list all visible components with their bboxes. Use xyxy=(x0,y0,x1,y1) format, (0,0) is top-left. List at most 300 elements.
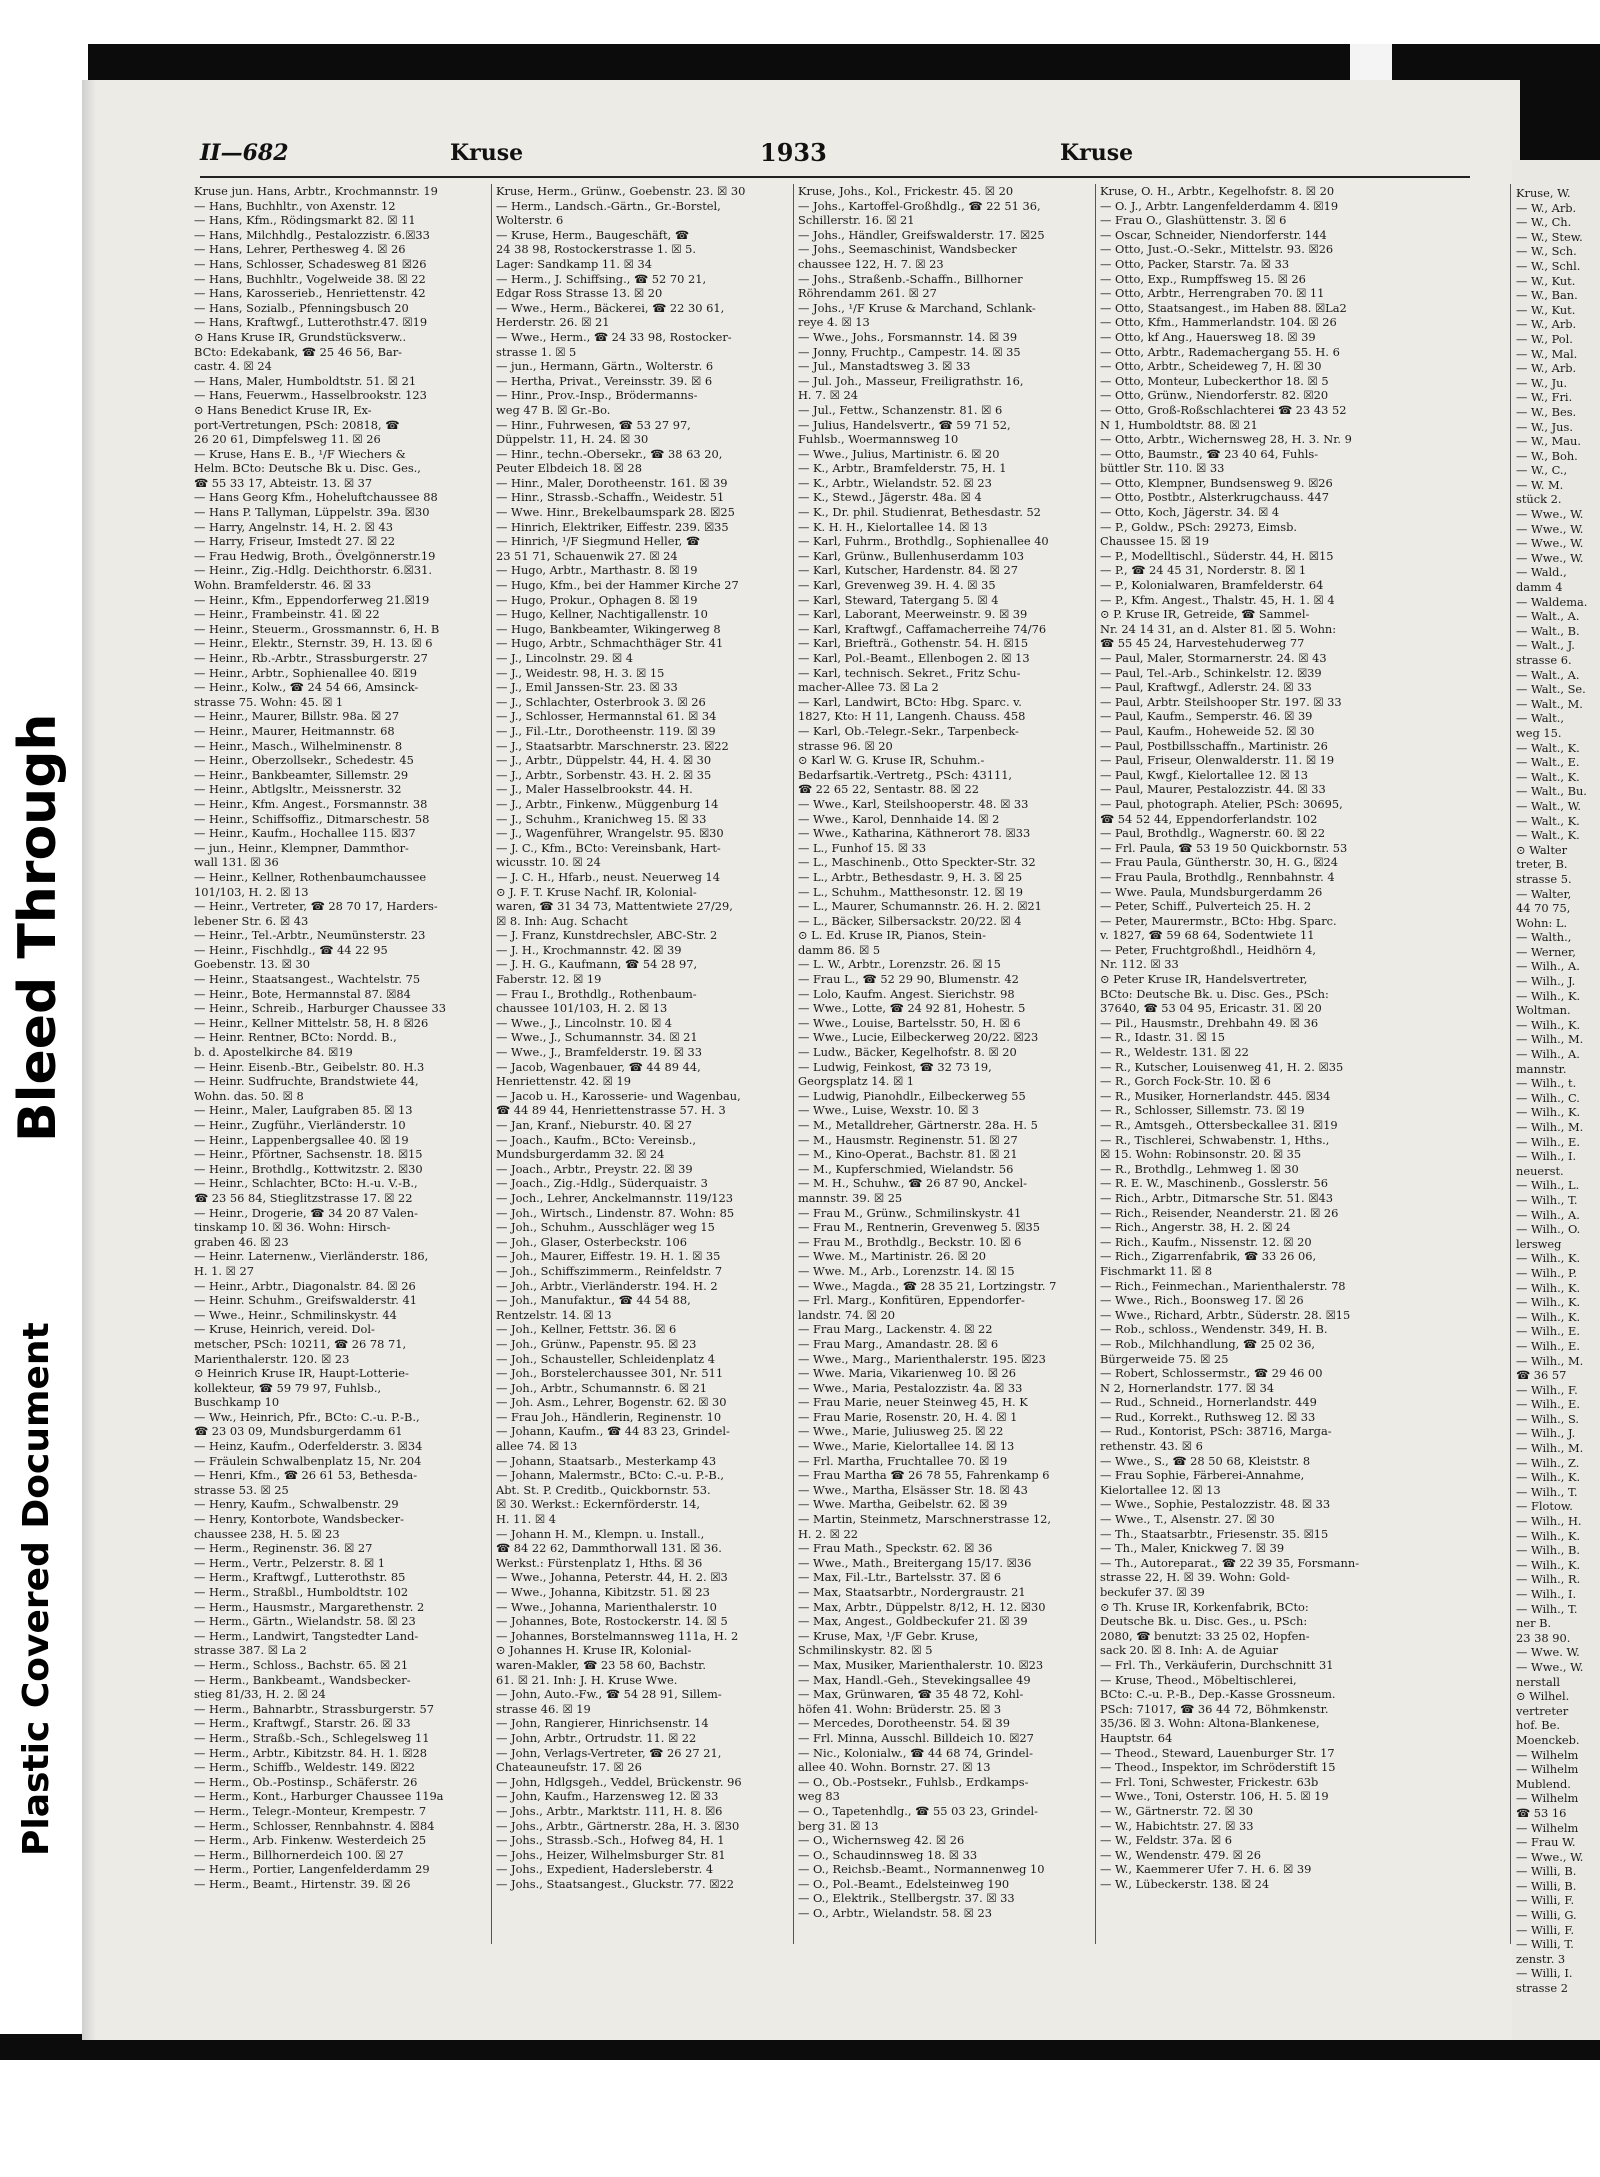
directory-entry: — Karl, Grünw., Bullenhuserdamm 103 xyxy=(798,548,1024,563)
directory-entry: — R., Schlosser, Sillemstr. 73. ☒ 19 xyxy=(1100,1103,1305,1118)
directory-entry: — Max, Grünwaren, ☎ 35 48 72, Kohl- xyxy=(798,1687,1024,1702)
directory-entry: — Joh., Schausteller, Schleidenplatz 4 xyxy=(496,1351,715,1366)
directory-entry: Fuhlsb., Woermannsweg 10 xyxy=(798,432,959,447)
directory-entry: — Wwe., Katharina, Käthnerort 78. ☒33 xyxy=(798,826,1031,841)
directory-entry: Marienthalerstr. 120. ☒ 23 xyxy=(194,1351,350,1366)
directory-entry: — K., Arbtr., Wielandstr. 52. ☒ 23 xyxy=(798,475,992,490)
directory-entry: — Johann, Staatsarb., Mesterkamp 43 xyxy=(496,1453,717,1468)
directory-entry: ⊙ Hans Kruse IR, Grundstücksverw.. xyxy=(194,329,407,344)
directory-entry: — Heinr., Staatsangest., Wachtelstr. 75 xyxy=(194,972,421,987)
directory-entry: — Joh., Kellner, Fettstr. 36. ☒ 6 xyxy=(496,1322,677,1337)
directory-entry: b. d. Apostelkirche 84. ☒19 xyxy=(194,1045,353,1060)
directory-entry: — Paul, Tel.-Arb., Schinkelstr. 12. ☒39 xyxy=(1100,665,1322,680)
directory-entry: — Karl, Ob.-Telegr.-Sekr., Tarpenbeck- xyxy=(798,723,1019,738)
directory-entry: — Karl, Steward, Tatergang 5. ☒ 4 xyxy=(798,592,999,607)
directory-entry: — Jul., Fettw., Schanzenstr. 81. ☒ 6 xyxy=(798,402,1003,417)
directory-entry: — L., Maurer, Schumannstr. 26. H. 2. ☒21 xyxy=(798,899,1042,914)
directory-entry: — Hinr., Prov.-Insp., Brödermanns- xyxy=(496,388,698,403)
directory-entry: Mundsburgerdamm 32. ☒ 24 xyxy=(496,1147,665,1162)
directory-entry: — Wilh., M. xyxy=(1516,1120,1584,1134)
directory-entry: Georgsplatz 14. ☒ 1 xyxy=(798,1074,915,1089)
directory-entry: — P., Goldw., PSch: 29273, Eimsb. xyxy=(1100,519,1298,534)
directory-entry: Mublend. xyxy=(1516,1776,1571,1791)
directory-entry: — Rob., Milchhandlung, ☎ 25 02 36, xyxy=(1100,1336,1316,1351)
directory-entry: — Wilh., I. xyxy=(1516,1149,1577,1164)
directory-entry: — Wwe., Toni, Osterstr. 106, H. 5. ☒ 19 xyxy=(1100,1789,1329,1804)
directory-entry: — Th., Staatsarbtr., Friesenstr. 35. ☒15 xyxy=(1100,1526,1329,1541)
directory-entry: — Otto, Arbtr., Scheideweg 7, H. ☒ 30 xyxy=(1100,359,1322,374)
directory-entry: 37640, ☎ 53 04 95, Ericastr. 31. ☒ 20 xyxy=(1100,1001,1322,1016)
directory-entry: — Otto, Arbtr., Herrengraben 70. ☒ 11 xyxy=(1100,286,1325,301)
directory-entry: — Otto, Baumstr., ☎ 23 40 64, Fuhls- xyxy=(1100,446,1319,461)
directory-entry: — Max, Handl.-Geh., Stevekingsallee 49 xyxy=(798,1672,1031,1687)
directory-entry: Kruse, Herm., Grünw., Goebenstr. 23. ☒ 30 xyxy=(496,184,746,198)
directory-entry: — Wilh., T. xyxy=(1516,1484,1578,1499)
directory-entry: — Wilh., M. xyxy=(1516,1441,1584,1456)
directory-entry: Edgar Ross Strasse 13. ☒ 20 xyxy=(496,286,663,301)
directory-entry: strasse 96. ☒ 20 xyxy=(798,738,893,753)
directory-entry: — Walt., J. xyxy=(1516,638,1575,653)
directory-entry: — J., Weidestr. 98, H. 3. ☒ 15 xyxy=(496,665,665,680)
directory-entry: — Max, Fil.-Ltr., Bartelsstr. 37. ☒ 6 xyxy=(798,1570,1002,1585)
directory-entry: H. 11. ☒ 4 xyxy=(496,1512,556,1527)
directory-entry: — Henry, Kontorbote, Wandsbecker- xyxy=(194,1512,404,1527)
directory-entry: — W., Pol. xyxy=(1516,331,1573,346)
directory-entry: — P., ☎ 24 45 31, Norderstr. 8. ☒ 1 xyxy=(1100,563,1307,578)
directory-entry: — Wwe., Richard, Arbtr., Süderstr. 28. ☒15 xyxy=(1100,1307,1351,1322)
directory-entry: — John, Kaufm., Harzensweg 12. ☒ 33 xyxy=(496,1789,719,1804)
directory-entry: — J., Schlosser, Hermannstal 61. ☒ 34 xyxy=(496,709,717,724)
directory-entry: — Frau Math., Speckstr. 62. ☒ 36 xyxy=(798,1541,993,1556)
directory-entry: — Martin, Steinmetz, Marschnerstrasse 12, xyxy=(798,1512,1051,1527)
directory-entry: — Hans, Schlosser, Schadesweg 81 ☒26 xyxy=(194,256,427,271)
directory-entry: — J., Schlachter, Osterbrook 3. ☒ 26 xyxy=(496,694,706,709)
directory-entry: — Wwe., W. xyxy=(1516,521,1584,536)
directory-entry: — Frl. Martha, Fruchtallee 70. ☒ 19 xyxy=(798,1453,1008,1468)
directory-entry: — Peter, Schiff., Pulverteich 25. H. 2 xyxy=(1100,899,1312,914)
directory-entry: — Willi, F. xyxy=(1516,1893,1575,1908)
directory-entry: weg 15. xyxy=(1516,725,1562,740)
directory-entry: — L. W., Arbtr., Lorenzstr. 26. ☒ 15 xyxy=(798,957,1001,972)
directory-entry: — Walt., Se. xyxy=(1516,682,1586,697)
directory-entry: — R., Brothdlg., Lehmweg 1. ☒ 30 xyxy=(1100,1161,1299,1176)
directory-entry: — Johann, Kaufm., ☎ 44 83 23, Grindel- xyxy=(496,1424,730,1439)
directory-entry: ☎ 53 16 xyxy=(1516,1805,1567,1820)
directory-entry: ☎ 23 03 09, Mundsburgerdamm 61 xyxy=(194,1424,403,1439)
directory-entry: — John, Verlags-Vertreter, ☎ 26 27 21, xyxy=(496,1745,722,1760)
directory-entry: — Heinr., Masch., Wilhelminenstr. 8 xyxy=(194,738,403,753)
directory-entry: ☎ 55 45 24, Harvestehuderweg 77 xyxy=(1100,636,1305,651)
directory-entry: — Jacob u. H., Karosserie- und Wagenbau, xyxy=(496,1088,741,1103)
directory-entry: — Hans Georg Kfm., Hoheluftchaussee 88 xyxy=(194,490,438,505)
directory-entry: — Wilh., Z. xyxy=(1516,1455,1580,1470)
directory-entry: — Joh. Asm., Lehrer, Bogenstr. 62. ☒ 30 xyxy=(496,1395,727,1410)
directory-entry: — Rich., Feinmechan., Marienthalerstr. 78 xyxy=(1100,1278,1346,1293)
directory-entry: — Rich., Arbtr., Ditmarsche Str. 51. ☒43 xyxy=(1100,1190,1333,1205)
directory-entry: — Joach., Zig.-Hdlg., Süderquaistr. 3 xyxy=(496,1176,708,1191)
directory-entry: — Karl, Kutscher, Hardenstr. 84. ☒ 27 xyxy=(798,563,1019,578)
directory-entry: — Wwe., Johs., Forsmannstr. 14. ☒ 39 xyxy=(798,329,1018,344)
directory-entry: H. 2. ☒ 22 xyxy=(798,1526,858,1541)
directory-entry: — Ludwig, Pianohdlr., Eilbeckerweg 55 xyxy=(798,1088,1026,1103)
directory-entry: — Walt., W. xyxy=(1516,798,1581,813)
directory-entry: — Hans P. Tallyman, Lüppelstr. 39a. ☒30 xyxy=(194,505,430,520)
directory-entry: Peuter Elbdeich 18. ☒ 28 xyxy=(496,461,642,476)
directory-entry: macher-Allee 73. ☒ La 2 xyxy=(798,680,939,695)
directory-entry: — Frau Marg., Amandastr. 28. ☒ 6 xyxy=(798,1336,999,1351)
directory-entry: — Hans, Feuerwm., Hasselbrookstr. 123 xyxy=(194,388,427,403)
directory-entry: — O., Elektrik., Stellbergstr. 37. ☒ 33 xyxy=(798,1891,1015,1906)
directory-entry: — Hugo, Arbtr., Schmachthäger Str. 41 xyxy=(496,636,724,651)
directory-entry: — Paul, Kwgf., Kielortallee 12. ☒ 13 xyxy=(1100,767,1309,782)
directory-entry: — Frau Martha ☎ 26 78 55, Fahrenkamp 6 xyxy=(798,1468,1050,1483)
directory-entry: zenstr. 3 xyxy=(1516,1951,1566,1966)
directory-entry: — W., Mau. xyxy=(1516,434,1581,449)
directory-entry: Wohn: L. xyxy=(1516,915,1568,930)
directory-entry: — Herm., Telegr.-Monteur, Krempestr. 7 xyxy=(194,1803,427,1818)
directory-entry: — Heinr., Maler, Laufgraben 85. ☒ 13 xyxy=(194,1103,413,1118)
directory-entry: — W., Boh. xyxy=(1516,448,1578,463)
directory-entry: — Wald., xyxy=(1516,565,1567,580)
column-1 xyxy=(194,184,480,1964)
directory-entry: mannstr. 39. ☒ 25 xyxy=(798,1190,903,1205)
directory-entry: — Wilh., K. xyxy=(1516,1470,1581,1485)
directory-entry: — Walt., A. xyxy=(1516,609,1580,624)
directory-entry: — Karl, Kraftwgf., Caffamacherreihe 74/76 xyxy=(798,621,1047,636)
directory-entry: — W., Feldstr. 37a. ☒ 6 xyxy=(1100,1833,1233,1848)
directory-entry: — Frau M., Rentnerin, Grevenweg 5. ☒35 xyxy=(798,1220,1041,1235)
directory-entry: — Johs., Arbtr., Marktstr. 111, H. 8. ☒6 xyxy=(496,1803,723,1818)
directory-entry: ☎ 55 33 17, Abteistr. 13. ☒ 37 xyxy=(194,475,373,490)
directory-entry: — Kruse, Max, ¹/F Gebr. Kruse, xyxy=(798,1628,979,1643)
directory-entry: — Karl, technisch. Sekret., Fritz Schu- xyxy=(798,665,1021,680)
directory-entry: — Wilh., E. xyxy=(1516,1338,1580,1353)
directory-entry: ☒ 30. Werkst.: Eckernförderstr. 14, xyxy=(496,1497,701,1512)
directory-entry: vertreter xyxy=(1516,1703,1569,1718)
directory-entry: v. 1827, ☎ 59 68 64, Sodentwiete 11 xyxy=(1100,928,1315,943)
directory-entry: — Heinz, Kaufm., Oderfelderstr. 3. ☒34 xyxy=(194,1439,423,1454)
directory-entry: — Robert, Schlossermstr., ☎ 29 46 00 xyxy=(1100,1366,1323,1381)
directory-entry: — Theod., Inspektor, im Schröderstift 15 xyxy=(1100,1760,1336,1775)
directory-entry: — Paul, Maurer, Pestalozzistr. 44. ☒ 33 xyxy=(1100,782,1326,797)
directory-entry: — Frl. Th., Verkäuferin, Durchschnitt 31 xyxy=(1100,1657,1334,1672)
directory-entry: — L., Maschinenb., Otto Speckter-Str. 32 xyxy=(798,855,1036,870)
directory-entry: Moenckeb. xyxy=(1516,1732,1580,1747)
directory-entry: — Joh., Schuhm., Ausschläger weg 15 xyxy=(496,1220,715,1235)
directory-entry: — Joh., Glaser, Osterbeckstr. 106 xyxy=(496,1234,688,1249)
column-divider xyxy=(491,184,492,1944)
directory-entry: — Frl. Marg., Konfitüren, Eppendorfer- xyxy=(798,1293,1025,1308)
directory-entry: hof. Be. xyxy=(1516,1718,1560,1733)
directory-entry: — Wwe., Martha, Elsässer Str. 18. ☒ 43 xyxy=(798,1482,1028,1497)
directory-entry: — Hugo, Prokur., Ophagen 8. ☒ 19 xyxy=(496,592,698,607)
directory-entry: — Frau Paula, Brothdlg., Rennbahnstr. 4 xyxy=(1100,869,1335,884)
directory-entry: — Herm., Schlosser, Rennbahnstr. 4. ☒84 xyxy=(194,1818,435,1833)
directory-entry: Woltman. xyxy=(1516,1003,1571,1018)
directory-entry: — W., Jus. xyxy=(1516,419,1573,434)
directory-entry: — Heinr., Kfm. Angest., Forsmannstr. 38 xyxy=(194,796,428,811)
directory-entry: weg 83 xyxy=(798,1789,840,1804)
directory-entry: — Wilh., B. xyxy=(1516,1543,1580,1558)
directory-entry: graben 46. ☒ 23 xyxy=(194,1234,289,1249)
directory-entry: — Johann, Malermstr., BCto: C.-u. P.-B., xyxy=(496,1468,725,1483)
directory-entry: — John, Hdlgsgeh., Veddel, Brückenstr. 96 xyxy=(496,1774,742,1789)
directory-entry: — O., Wichernsweg 42. ☒ 26 xyxy=(798,1833,965,1848)
directory-entry: sack 20. ☒ 8. Inh: A. de Aguiar xyxy=(1100,1643,1279,1658)
directory-entry: — Harry, Angelnstr. 14, H. 2. ☒ 43 xyxy=(194,519,393,534)
directory-entry: — Wwe., Julius, Martinistr. 6. ☒ 20 xyxy=(798,446,1000,461)
directory-entry: — Otto, Postbtr., Alsterkrugchauss. 447 xyxy=(1100,490,1329,505)
directory-entry: BCto: C.-u. P.-B., Dep.-Kasse Grossneum. xyxy=(1100,1687,1336,1702)
directory-entry: — Jonny, Fruchtp., Campestr. 14. ☒ 35 xyxy=(798,344,1021,359)
directory-entry: strasse 1. ☒ 5 xyxy=(496,344,577,359)
directory-entry: — Herm., Billhornerdeich 100. ☒ 27 xyxy=(194,1847,404,1862)
directory-entry: — R., Gorch Fock-Str. 10. ☒ 6 xyxy=(1100,1074,1271,1089)
directory-entry: — Joh., Arbtr., Vierländerstr. 194. H. 2 xyxy=(496,1278,718,1293)
directory-entry: — W., Fri. xyxy=(1516,390,1573,405)
directory-entry: — Kruse, Herm., Baugeschäft, ☎ xyxy=(496,227,690,242)
directory-entry: — Wwe., Karol, Dennhaide 14. ☒ 2 xyxy=(798,811,1000,826)
directory-entry: — Hinr., Strassb.-Schaffn., Weidestr. 51 xyxy=(496,490,725,505)
directory-entry: damm 4 xyxy=(1516,580,1563,595)
directory-entry: — Wwe., J., Schumannstr. 34. ☒ 21 xyxy=(496,1030,698,1045)
directory-entry: — Wwe., S., ☎ 28 50 68, Kleiststr. 8 xyxy=(1100,1453,1311,1468)
directory-entry: — Frau Paula, Güntherstr. 30, H. G., ☒24 xyxy=(1100,855,1338,870)
header-name-right: Kruse xyxy=(1060,140,1134,166)
directory-entry: — J. C. H., Hfarb., neust. Neuerweg 14 xyxy=(496,869,721,884)
directory-entry: — Hans, Kfm., Rödingsmarkt 82. ☒ 11 xyxy=(194,213,416,228)
directory-entry: ⊙ Heinrich Kruse IR, Haupt-Lotterie- xyxy=(194,1366,409,1381)
directory-entry: — Wwe., Herm., Bäckerei, ☎ 22 30 61, xyxy=(496,300,725,315)
directory-entry: — Wilh., K. xyxy=(1516,1557,1581,1572)
directory-entry: — Wwe., Luise, Wexstr. 10. ☒ 3 xyxy=(798,1103,980,1118)
directory-entry: — Heinr., Tel.-Arbtr., Neumünsterstr. 23 xyxy=(194,928,426,943)
directory-entry: — Wwe., W. xyxy=(1516,550,1584,565)
directory-entry: — Lolo, Kaufm. Angest. Sierichstr. 98 xyxy=(798,986,1015,1001)
directory-entry: — Wilh., A. xyxy=(1516,1047,1580,1062)
directory-entry: — P., Kolonialwaren, Bramfelderstr. 64 xyxy=(1100,578,1324,593)
directory-entry: strasse 6. xyxy=(1516,653,1572,667)
directory-entry: — Waldema. xyxy=(1516,594,1588,609)
directory-entry: — M., Metalldreher, Gärtnerstr. 28a. H. 5 xyxy=(798,1118,1038,1132)
directory-entry: Schmilinskystr. 82. ☒ 5 xyxy=(798,1643,933,1658)
page-header xyxy=(200,136,1470,170)
directory-entry: — Wwe., Johanna, Marienthalerstr. 10 xyxy=(496,1599,717,1614)
directory-entry: — Walt., E. xyxy=(1516,755,1580,770)
directory-entry: — Wilh., O. xyxy=(1516,1222,1581,1237)
directory-entry: — Wilh., K. xyxy=(1516,1251,1581,1266)
directory-entry: — R. E. W., Maschinenb., Gosslerstr. 56 xyxy=(1100,1176,1329,1191)
directory-entry: — Karl, Landwirt, BCto: Hbg. Sparc. v. xyxy=(798,694,1022,709)
directory-entry: — Karl, Pol.-Beamt., Ellenbogen 2. ☒ 13 xyxy=(798,651,1030,665)
directory-entry: landstr. 74. ☒ 20 xyxy=(798,1307,895,1322)
directory-entry: — Walt., K. xyxy=(1516,813,1580,828)
directory-entry: — Wilh., S. xyxy=(1516,1411,1580,1426)
directory-entry: — Otto, Groß-Roßschlachterei ☎ 23 43 52 xyxy=(1100,402,1347,417)
directory-entry: — Wilh., E. xyxy=(1516,1134,1580,1149)
directory-entry: — Jul., Manstadtsweg 3. ☒ 33 xyxy=(798,359,971,374)
directory-entry: 1827, Kto: H 11, Langenh. Chauss. 458 xyxy=(798,709,1026,724)
directory-entry: — Wilh., M. xyxy=(1516,1353,1584,1368)
directory-entry: — Wilh., E. xyxy=(1516,1324,1580,1339)
directory-entry: — Joh., Schiffszimmerm., Reinfeldstr. 7 xyxy=(496,1263,723,1278)
directory-entry: — Herm., Schiffb., Weldestr. 149. ☒22 xyxy=(194,1760,415,1775)
directory-entry: — Wwe., Marg., Marienthalerstr. 195. ☒23 xyxy=(798,1351,1046,1366)
directory-entry: — Heinr., Vertreter, ☎ 28 70 17, Harders- xyxy=(194,899,438,914)
directory-entry: — Walt., A. xyxy=(1516,667,1580,682)
directory-entry: — Hugo, Kfm., bei der Hammer Kirche 27 xyxy=(496,578,739,593)
directory-entry: waren, ☎ 31 34 73, Mattentwiete 27/29, xyxy=(496,899,733,914)
directory-entry: — Paul, Arbtr. Steilshooper Str. 197. ☒ 33 xyxy=(1100,694,1342,709)
directory-entry: — Heinr., Maurer, Heitmannstr. 68 xyxy=(194,723,395,738)
directory-entry: ⊙ Wilhel. xyxy=(1516,1689,1570,1704)
directory-entry: Goebenstr. 13. ☒ 30 xyxy=(194,957,310,972)
directory-entry: — W., Wendenstr. 479. ☒ 26 xyxy=(1100,1847,1261,1862)
directory-entry: — Herm., Straßbl., Humboldtstr. 102 xyxy=(194,1585,409,1599)
directory-entry: — Herm., Bahnarbtr., Strassburgerstr. 57 xyxy=(194,1701,434,1716)
directory-entry: — Heinr., Steuerm., Grossmannstr. 6, H. B xyxy=(194,621,440,636)
directory-entry: — Heinr., Kfm., Eppendorferweg 21.☒19 xyxy=(194,592,430,607)
directory-entry: — Wwe., Louise, Bartelsstr. 50, H. ☒ 6 xyxy=(798,1015,1021,1030)
directory-entry: — Willi, B. xyxy=(1516,1864,1577,1879)
directory-entry: — Johs., Arbtr., Gärtnerstr. 28a, H. 3. ☒30 xyxy=(496,1818,740,1833)
directory-entry: Faberstr. 12. ☒ 19 xyxy=(496,972,602,987)
column-2 xyxy=(496,184,782,1964)
directory-entry: — Heinr., Bankbeamter, Sillemstr. 29 xyxy=(194,767,409,782)
directory-entry: — Joh., Wirtsch., Lindenstr. 87. Wohn: 85 xyxy=(496,1205,735,1220)
directory-entry: nerstall xyxy=(1516,1674,1561,1689)
directory-entry: Chaussee 15. ☒ 19 xyxy=(1100,534,1210,549)
directory-entry: Kruse, O. H., Arbtr., Kegelhofstr. 8. ☒ 20 xyxy=(1100,184,1335,198)
directory-entry: mannstr. xyxy=(1516,1061,1567,1076)
directory-entry: — Rud., Korrekt., Ruthsweg 12. ☒ 33 xyxy=(1100,1409,1316,1424)
directory-entry: — Fräulein Schwalbenplatz 15, Nr. 204 xyxy=(194,1453,422,1468)
directory-entry: ⊙ Hans Benedict Kruse IR, Ex- xyxy=(194,402,372,417)
directory-entry: — Wwe. M., Martinistr. 26. ☒ 20 xyxy=(798,1249,986,1264)
directory-columns xyxy=(194,184,1384,1964)
directory-entry: ner B. xyxy=(1516,1616,1552,1631)
directory-entry: — J., Staatsarbtr. Marschnerstr. 23. ☒22 xyxy=(496,738,729,753)
directory-entry: — Heinr., Lappenbergsallee 40. ☒ 19 xyxy=(194,1132,409,1147)
directory-entry: — K., Arbtr., Bramfelderstr. 75, H. 1 xyxy=(798,461,1007,476)
directory-entry: — Peter, Maurermstr., BCto: Hbg. Sparc. xyxy=(1100,913,1337,928)
directory-entry: — Joach., Kaufm., BCto: Vereinsb., xyxy=(496,1132,696,1147)
column-5-partial xyxy=(1516,186,1600,1996)
directory-entry: lebener Str. 6. ☒ 43 xyxy=(194,913,309,928)
directory-entry: — O. J., Arbtr. Langenfelderdamm 4. ☒19 xyxy=(1100,198,1339,213)
directory-entry: ☎ 54 52 44, Eppendorferlandstr. 102 xyxy=(1100,811,1318,826)
directory-entry: reye 4. ☒ 13 xyxy=(798,315,870,330)
directory-entry: Werkst.: Fürstenplatz 1, Hths. ☒ 36 xyxy=(496,1555,703,1570)
directory-entry: — Heinr., Maurer, Billstr. 98a. ☒ 27 xyxy=(194,709,400,724)
directory-entry: — J., Lincolnstr. 29. ☒ 4 xyxy=(496,651,633,665)
directory-entry: — Wilh., I. xyxy=(1516,1587,1577,1601)
directory-entry: — Frau W. xyxy=(1516,1835,1576,1850)
directory-entry: — Wilh., A. xyxy=(1516,959,1580,974)
directory-entry: — Wilh., K. xyxy=(1516,1105,1581,1120)
directory-entry: — Th., Autoreparat., ☎ 22 39 35, Forsmann- xyxy=(1100,1555,1360,1570)
directory-entry: — Joach., Arbtr., Preystr. 22. ☒ 39 xyxy=(496,1161,693,1176)
directory-entry: — Frl. Minna, Ausschl. Billdeich 10. ☒27 xyxy=(798,1730,1034,1745)
directory-entry: ⊙ L. Ed. Kruse IR, Pianos, Stein- xyxy=(798,928,986,943)
directory-entry: — Wilh., E. xyxy=(1516,1397,1580,1412)
directory-entry: — Wilh., F. xyxy=(1516,1382,1578,1397)
directory-entry: 101/103, H. 2. ☒ 13 xyxy=(194,884,309,899)
directory-entry: — Wwe., Lucie, Eilbeckerweg 20/22. ☒23 xyxy=(798,1030,1039,1045)
directory-entry: BCto: Edekabank, ☎ 25 46 56, Bar- xyxy=(194,344,403,359)
directory-entry: allee 40. Wohn. Bornstr. 27. ☒ 13 xyxy=(798,1760,991,1775)
directory-entry: — Otto, Monteur, Lubeckerthor 18. ☒ 5 xyxy=(1100,373,1329,388)
directory-entry: — J., Wagenführer, Wrangelstr. 95. ☒30 xyxy=(496,826,724,841)
directory-entry: ☎ 23 56 84, Stieglitzstrasse 17. ☒ 22 xyxy=(194,1190,413,1205)
directory-entry: — Karl, Laborant, Meerweinstr. 9. ☒ 39 xyxy=(798,607,1028,622)
directory-entry: — K. H. H., Kielortallee 14. ☒ 13 xyxy=(798,519,988,534)
directory-entry: Röhrendamm 261. ☒ 27 xyxy=(798,286,937,301)
directory-entry: Wohn. das. 50. ☒ 8 xyxy=(194,1088,304,1103)
directory-entry: — R., Amtsgeh., Ottersbeckallee 31. ☒19 xyxy=(1100,1118,1338,1132)
directory-entry: — Otto, Just.-O.-Sekr., Mittelstr. 93. ☒26 xyxy=(1100,242,1334,257)
directory-entry: — Heinr. Eisenb.-Btr., Geibelstr. 80. H.3 xyxy=(194,1059,425,1074)
directory-entry: — Hans, Milchhdlg., Pestalozzistr. 6.☒33 xyxy=(194,227,430,242)
directory-entry: ⊙ Walter xyxy=(1516,842,1568,857)
directory-entry: — Heinr., Schlachter, BCto: H.-u. V.-B., xyxy=(194,1176,418,1191)
bleed-through-label: Bleed Through xyxy=(8,713,68,1142)
directory-entry: — Wwe., Magda., ☎ 28 35 21, Lortzingstr. 7 xyxy=(798,1278,1057,1293)
directory-entry: — Heinr., Arbtr., Diagonalstr. 84. ☒ 26 xyxy=(194,1278,416,1293)
directory-entry: — Joh., Grünw., Papenstr. 95. ☒ 23 xyxy=(496,1336,697,1351)
directory-entry: strasse 387. ☒ La 2 xyxy=(194,1643,307,1658)
directory-entry: — Johs., Seemaschinist, Wandsbecker xyxy=(798,242,1017,257)
directory-entry: — Wwe. W. xyxy=(1516,1645,1580,1660)
directory-entry: — Johannes, Bote, Rostockerstr. 14. ☒ 5 xyxy=(496,1614,728,1629)
column-divider xyxy=(1095,184,1096,1944)
directory-entry: — J. C., Kfm., BCto: Vereinsbank, Hart- xyxy=(496,840,721,855)
directory-entry: — Wilh., T. xyxy=(1516,1192,1578,1207)
directory-entry: — R., Musiker, Hornerlandstr. 445. ☒34 xyxy=(1100,1088,1331,1103)
directory-entry: Wolterstr. 6 xyxy=(496,213,564,228)
directory-entry: — W., Stew. xyxy=(1516,229,1583,244)
directory-entry: — Rich., Kaufm., Nissenstr. 12. ☒ 20 xyxy=(1100,1234,1312,1249)
directory-entry: — Rich., Reisender, Neanderstr. 21. ☒ 26 xyxy=(1100,1205,1339,1220)
directory-entry: — Joh., Manufaktur., ☎ 44 54 88, xyxy=(496,1293,691,1308)
directory-entry: ⊙ J. F. T. Kruse Nachf. IR, Kolonial- xyxy=(496,884,697,899)
directory-entry: — Jan, Kranf., Nieburstr. 40. ☒ 27 xyxy=(496,1118,693,1132)
directory-entry: — Wwe., Lotte, ☎ 24 92 81, Hohestr. 5 xyxy=(798,1001,1026,1016)
directory-entry: — Paul, Postbillsschaffn., Martinistr. 26 xyxy=(1100,738,1328,753)
directory-entry: — K., Dr. phil. Studienrat, Bethesdastr. 52 xyxy=(798,505,1041,520)
directory-entry: — K., Stewd., Jägerstr. 48a. ☒ 4 xyxy=(798,490,982,505)
directory-entry: — Werner, xyxy=(1516,944,1576,959)
directory-entry: — Heinr., Kellner, Rothenbaumchaussee xyxy=(194,869,427,884)
directory-entry: — Heinr., Brothdlg., Kottwitzstr. 2. ☒30 xyxy=(194,1161,423,1176)
directory-entry: Lager: Sandkamp 11. ☒ 34 xyxy=(496,256,652,271)
directory-entry: — J., Maler Hasselbrookstr. 44. H. xyxy=(496,782,693,797)
directory-entry: Düppelstr. 11, H. 24. ☒ 30 xyxy=(496,432,649,447)
directory-entry: — W., Bes. xyxy=(1516,404,1577,419)
directory-entry: ⊙ Peter Kruse IR, Handelsvertreter, xyxy=(1100,972,1308,987)
directory-entry: strasse 2 xyxy=(1516,1981,1568,1996)
directory-entry: — M., Hausmstr. Reginenstr. 51. ☒ 27 xyxy=(798,1132,1018,1147)
directory-entry: — Henry, Kaufm., Schwalbenstr. 29 xyxy=(194,1497,399,1512)
directory-entry: waren-Makler, ☎ 23 58 60, Bachstr. xyxy=(496,1657,706,1672)
directory-entry: — Herm., Bankbeamt., Wandsbecker- xyxy=(194,1672,411,1687)
directory-entry: — Th., Maler, Knickweg 7. ☒ 39 xyxy=(1100,1541,1285,1556)
directory-entry: — W., Ju. xyxy=(1516,375,1568,390)
directory-entry: port-Vertretungen, PSch: 20818, ☎ xyxy=(194,417,400,432)
directory-entry: — Johs., Staatsangest., Gluckstr. 77. ☒22 xyxy=(496,1876,734,1891)
directory-entry: — Wilh., P. xyxy=(1516,1265,1577,1280)
directory-entry: — Heinr., Zig.-Hdlg. Deichthorstr. 6.☒31. xyxy=(194,563,432,578)
